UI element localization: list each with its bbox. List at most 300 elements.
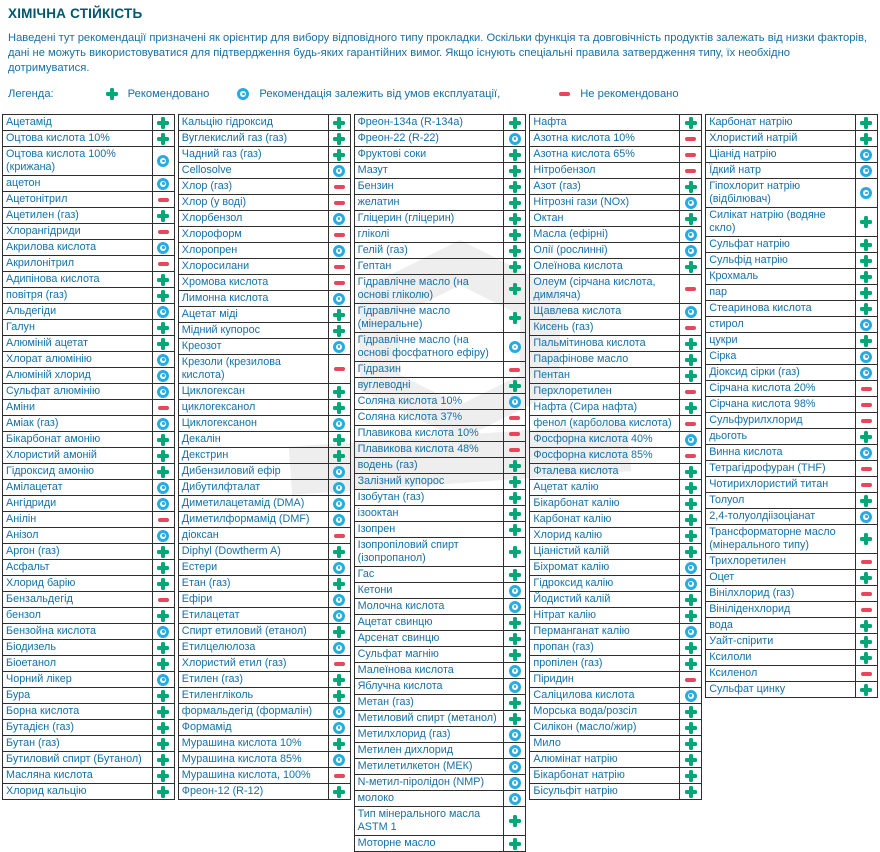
table-row [355, 631, 526, 647]
table-row [530, 275, 701, 304]
recommended-icon [860, 216, 872, 228]
table-row [355, 599, 526, 615]
recommended-icon [685, 514, 697, 526]
not-recommended-icon [860, 479, 872, 491]
recommended-icon [860, 303, 872, 315]
recommended-icon [509, 229, 521, 241]
status-cell [152, 304, 174, 319]
status-cell [328, 243, 350, 258]
table-row [355, 679, 526, 695]
status-cell [679, 448, 701, 463]
recommended-icon [157, 338, 169, 350]
chemical-name: Бензальдегід [6, 593, 73, 605]
status-cell [679, 544, 701, 559]
table-row [3, 672, 174, 688]
table-row [530, 784, 701, 799]
chemical-name: Бура [6, 689, 31, 701]
conditional-icon [860, 351, 872, 363]
recommended-icon [333, 674, 345, 686]
status-cell [152, 512, 174, 527]
recommended-icon [860, 572, 872, 584]
status-cell [503, 442, 525, 457]
recommended-icon [509, 460, 521, 472]
status-cell [679, 464, 701, 479]
chemical-name: Борна кислота [6, 705, 80, 717]
status-cell [503, 538, 525, 566]
chemical-name: Метан (газ) [357, 696, 414, 708]
status-cell [855, 445, 877, 460]
recommended-icon [509, 508, 521, 520]
conditional-icon [333, 165, 345, 177]
chemical-name: Хлористий амоній [6, 449, 97, 461]
chemical-name: Ксилоли [709, 651, 752, 663]
chemical-name: гліколі [357, 228, 390, 240]
table-row [530, 179, 701, 195]
legend-item-conditional [237, 88, 500, 100]
recommended-icon [157, 117, 169, 129]
status-cell [503, 743, 525, 758]
chemical-name: Сульфат алюмінію [6, 385, 101, 397]
conditional-icon [685, 690, 697, 702]
status-cell [152, 131, 174, 146]
chemical-name: Біхромат калію [533, 561, 610, 573]
chemical-name: Акрилова кислота [6, 241, 97, 253]
conditional-icon [157, 482, 169, 494]
status-cell [152, 592, 174, 607]
not-recommended-icon [333, 261, 345, 273]
chemical-name: Йодистий калій [533, 593, 611, 605]
recommended-icon [685, 181, 697, 193]
table-row [706, 333, 877, 349]
chemical-name: Хлорат алюмінію [6, 353, 92, 365]
not-recommended-icon [509, 444, 521, 456]
chemical-name: Формамід [181, 721, 232, 733]
recommended-icon [509, 197, 521, 209]
not-recommended-icon [860, 399, 872, 411]
chemical-name: Метиловий спирт (метанол) [357, 712, 497, 724]
status-cell [855, 682, 877, 697]
status-cell [328, 512, 350, 527]
legend-item-recommended [106, 88, 210, 100]
chemical-name: Трихлоретилен [709, 555, 786, 567]
status-cell [855, 179, 877, 207]
table-row [530, 496, 701, 512]
chemical-name: пропілен (газ) [533, 657, 603, 669]
status-cell [503, 147, 525, 162]
status-cell [503, 394, 525, 409]
chemical-name: вуглеводні [357, 379, 411, 391]
status-cell [679, 608, 701, 623]
status-cell [855, 429, 877, 444]
chemical-name: Хлороформ [181, 228, 242, 240]
status-cell [503, 410, 525, 425]
conditional-icon [333, 562, 345, 574]
status-cell [328, 736, 350, 751]
chemical-name: Ізопрен [357, 523, 396, 535]
conditional-icon [333, 706, 345, 718]
chemical-name: пар [709, 286, 728, 298]
status-cell [503, 243, 525, 258]
table-row [706, 237, 877, 253]
table-row [179, 736, 350, 752]
recommended-icon [685, 530, 697, 542]
chemical-name: Етан (газ) [181, 577, 231, 589]
not-recommended-icon [333, 197, 345, 209]
table-row [530, 432, 701, 448]
chemical-name: Алюміній хлорид [6, 369, 91, 381]
recommended-icon [860, 533, 872, 545]
recommended-icon [860, 133, 872, 145]
chemical-name: Хлорбензол [181, 212, 243, 224]
status-cell [503, 227, 525, 242]
status-cell [328, 448, 350, 463]
status-cell [152, 640, 174, 655]
chemical-name: Ацетилен (газ) [6, 209, 79, 221]
recommended-icon [860, 117, 872, 129]
table-row [530, 656, 701, 672]
recommended-icon [333, 402, 345, 414]
recommended-icon [157, 690, 169, 702]
chemical-name: Гідравлічне масло (на основі гліколю) [357, 276, 469, 301]
recommended-icon [157, 562, 169, 574]
table-row [3, 528, 174, 544]
table-row [3, 336, 174, 352]
chemical-name: Хлористий натрій [709, 132, 798, 144]
chemical-name: Дибензиловий ефір [181, 465, 281, 477]
status-cell [855, 381, 877, 396]
table-row [179, 768, 350, 784]
table-row [179, 448, 350, 464]
table-row [179, 752, 350, 768]
chemical-name: Щавлева кислота [533, 305, 622, 317]
status-cell [679, 528, 701, 543]
table-row [355, 410, 526, 426]
recommended-icon [860, 287, 872, 299]
status-cell [503, 791, 525, 806]
chemical-name: Нафта (Сира нафта) [533, 401, 638, 413]
recommended-icon [509, 165, 521, 177]
status-cell [855, 131, 877, 146]
status-cell [679, 624, 701, 639]
status-cell [855, 147, 877, 162]
table-row [355, 147, 526, 163]
status-cell [503, 195, 525, 210]
status-cell [503, 567, 525, 582]
status-cell [855, 301, 877, 316]
conditional-icon [333, 498, 345, 510]
table-row [530, 131, 701, 147]
status-cell [328, 496, 350, 511]
status-cell [503, 259, 525, 274]
table-row [355, 442, 526, 458]
chemical-name: Фреон-134a (R-134a) [357, 116, 463, 128]
conditional-icon [860, 511, 872, 523]
chemical-name: Галун [6, 321, 35, 333]
status-cell [328, 672, 350, 687]
conditional-icon [509, 681, 521, 693]
not-recommended-icon [685, 165, 697, 177]
status-cell [152, 147, 174, 175]
status-cell [679, 416, 701, 431]
status-cell [328, 720, 350, 735]
chemical-name: Ангідриди [6, 497, 57, 509]
recommended-icon [157, 578, 169, 590]
recommended-icon [509, 649, 521, 661]
chemical-name: Оцтова кислота 10% [6, 132, 110, 144]
table-row [706, 131, 877, 147]
chemical-name: Фосфорна кислота 85% [533, 449, 653, 461]
table-row [530, 672, 701, 688]
table-row [355, 275, 526, 304]
status-cell [679, 304, 701, 319]
chemical-name: Гелій (газ) [357, 244, 408, 256]
conditional-icon [333, 610, 345, 622]
not-recommended-icon [860, 415, 872, 427]
recommended-icon [685, 402, 697, 414]
chemical-name: Фреон-22 (R-22) [357, 132, 439, 144]
table-row [3, 131, 174, 147]
table-row [3, 464, 174, 480]
table-row [179, 384, 350, 400]
table-row [3, 208, 174, 224]
table-row [3, 256, 174, 272]
chemical-name: Арсенат свинцю [357, 632, 440, 644]
status-cell [679, 752, 701, 767]
chemical-name: Фруктові соки [357, 148, 427, 160]
recommended-icon [333, 626, 345, 638]
chemical-name: Перманганат калію [533, 625, 630, 637]
table-row [179, 339, 350, 355]
conditional-icon [157, 418, 169, 430]
chemical-name: Гептан [357, 260, 392, 272]
status-cell [328, 355, 350, 383]
recommended-icon [157, 770, 169, 782]
table-row [179, 688, 350, 704]
recommended-icon [509, 181, 521, 193]
status-cell [328, 163, 350, 178]
chemical-name: Гідроксид амонію [6, 465, 95, 477]
chemical-name: Метилен дихлорид [357, 744, 454, 756]
status-cell [328, 528, 350, 543]
chemical-column-5 [705, 114, 878, 698]
status-cell [152, 544, 174, 559]
conditional-icon [333, 594, 345, 606]
chemical-name: Дибутилфталат [181, 481, 261, 493]
not-recommended-icon [860, 588, 872, 600]
status-cell [855, 317, 877, 332]
chemical-name: Бікарбонат натрію [533, 769, 625, 781]
status-cell [503, 775, 525, 790]
status-cell [328, 179, 350, 194]
status-cell [679, 163, 701, 178]
status-cell [328, 307, 350, 322]
chemical-name: Оцет [709, 571, 735, 583]
table-row [3, 448, 174, 464]
chemical-name: циклогексанол [181, 401, 256, 413]
status-cell [328, 480, 350, 495]
status-cell [328, 147, 350, 162]
chemical-name: Амілацетат [6, 481, 63, 493]
table-row [530, 163, 701, 179]
recommended-icon [333, 690, 345, 702]
status-cell [328, 227, 350, 242]
conditional-icon [509, 133, 521, 145]
status-cell [503, 836, 525, 851]
status-cell [328, 464, 350, 479]
chemical-name: Ацетамід [6, 116, 52, 128]
status-cell [503, 583, 525, 598]
table-row [706, 634, 877, 650]
table-row [179, 464, 350, 480]
not-recommended-icon [333, 277, 345, 289]
conditional-icon [860, 187, 872, 199]
status-cell [152, 656, 174, 671]
recommended-icon [509, 617, 521, 629]
status-cell [679, 656, 701, 671]
table-row [706, 147, 877, 163]
table-row [3, 560, 174, 576]
status-cell [855, 525, 877, 553]
chemical-name: Хромова кислота [181, 276, 269, 288]
recommended-icon [157, 450, 169, 462]
chemical-name: Бензойна кислота [6, 625, 97, 637]
recommended-icon [860, 335, 872, 347]
status-cell [679, 592, 701, 607]
status-cell [328, 259, 350, 274]
status-cell [503, 695, 525, 710]
chemical-name: Декалін [181, 433, 221, 445]
chemical-name: Чотирихлористий титан [709, 478, 829, 490]
chemical-name: Хлор (у воді) [181, 196, 247, 208]
recommended-icon [157, 610, 169, 622]
table-row [706, 413, 877, 429]
status-cell [503, 663, 525, 678]
recommended-icon [509, 546, 521, 558]
chemical-name: Хлорид барію [6, 577, 76, 589]
conditional-icon [157, 386, 169, 398]
table-row [530, 592, 701, 608]
table-row [179, 323, 350, 339]
table-row [355, 474, 526, 490]
table-row [355, 791, 526, 807]
recommended-icon [860, 652, 872, 664]
status-cell [152, 576, 174, 591]
status-cell [679, 147, 701, 162]
status-cell [152, 736, 174, 751]
chemical-name: Хлорид калію [533, 529, 603, 541]
status-cell [503, 163, 525, 178]
table-row [355, 243, 526, 259]
chemical-name: Бензин [357, 180, 394, 192]
table-row [530, 227, 701, 243]
recommended-icon [333, 309, 345, 321]
recommended-icon [860, 495, 872, 507]
table-row [530, 624, 701, 640]
recommended-icon [860, 255, 872, 267]
description-text: Наведені тут рекомендації призначені як орієнтир для вибору відповідного типу прокладки. Оскільки функція та довговічність продуктів залежать від низки факторів, дані не можуть використовуватися для підтвердження будь-яких гарантійних вимог. Якщо існують спеціальні правила затвердження типу, їх необхідно дотримуватися. [8, 32, 868, 74]
chemical-name: Фосфорна кислота 40% [533, 433, 653, 445]
recommended-icon [685, 786, 697, 798]
table-row [3, 416, 174, 432]
conditional-icon [157, 498, 169, 510]
status-cell [503, 599, 525, 614]
status-cell [152, 320, 174, 335]
table-row [530, 688, 701, 704]
not-recommended-icon [685, 133, 697, 145]
conditional-icon [860, 149, 872, 161]
chemical-name: цукри [709, 334, 738, 346]
chemical-name: Спирт етиловий (етанол) [181, 625, 307, 637]
table-row [3, 240, 174, 256]
table-row [179, 227, 350, 243]
not-recommended-icon [558, 88, 570, 100]
status-cell [855, 413, 877, 428]
status-cell [328, 416, 350, 431]
conditional-icon [860, 367, 872, 379]
recommended-icon [685, 261, 697, 273]
conditional-icon [157, 674, 169, 686]
chemical-name: Олеум (сірчана кислота, димляча) [533, 276, 656, 301]
chemical-name: Ефіри [181, 593, 213, 605]
chemical-name: Гліцерин (гліцерин) [357, 212, 455, 224]
table-row [179, 672, 350, 688]
chemical-name: Ацетат свинцю [357, 616, 433, 628]
chemical-name: Біодизель [6, 641, 56, 653]
table-row [179, 720, 350, 736]
status-cell [679, 576, 701, 591]
table-row [179, 592, 350, 608]
chemical-name: Морська вода/розсіл [533, 705, 638, 717]
chemical-name: Чадний газ (газ) [181, 148, 262, 160]
table-row [530, 576, 701, 592]
recommended-icon [860, 271, 872, 283]
table-row [706, 429, 877, 445]
table-row [355, 727, 526, 743]
recommended-icon [157, 274, 169, 286]
status-cell [328, 323, 350, 338]
table-row [706, 253, 877, 269]
chemical-name: Асфальт [6, 561, 50, 573]
not-recommended-icon [509, 364, 521, 376]
status-cell [152, 432, 174, 447]
recommended-icon [333, 133, 345, 145]
table-row [530, 608, 701, 624]
recommended-icon [685, 594, 697, 606]
status-cell [855, 634, 877, 649]
chemical-name: Карбонат калію [533, 513, 612, 525]
recommended-icon [509, 838, 521, 850]
status-cell [679, 275, 701, 303]
conditional-icon [509, 729, 521, 741]
chemical-name: Вінілхлорид (газ) [709, 587, 795, 599]
status-cell [503, 727, 525, 742]
table-row [3, 384, 174, 400]
recommended-icon [509, 380, 521, 392]
table-row [3, 480, 174, 496]
status-cell [328, 275, 350, 290]
table-row [530, 384, 701, 400]
status-cell [152, 368, 174, 383]
recommended-icon [157, 434, 169, 446]
status-cell [152, 224, 174, 239]
status-cell [503, 211, 525, 226]
recommended-icon [509, 149, 521, 161]
recommended-icon [509, 713, 521, 725]
chemical-name: Креозот [181, 340, 222, 352]
chemical-name: Кальцію гідроксид [181, 116, 273, 128]
chemical-name: Адипінова кислота [6, 273, 100, 285]
conditional-icon [333, 642, 345, 654]
